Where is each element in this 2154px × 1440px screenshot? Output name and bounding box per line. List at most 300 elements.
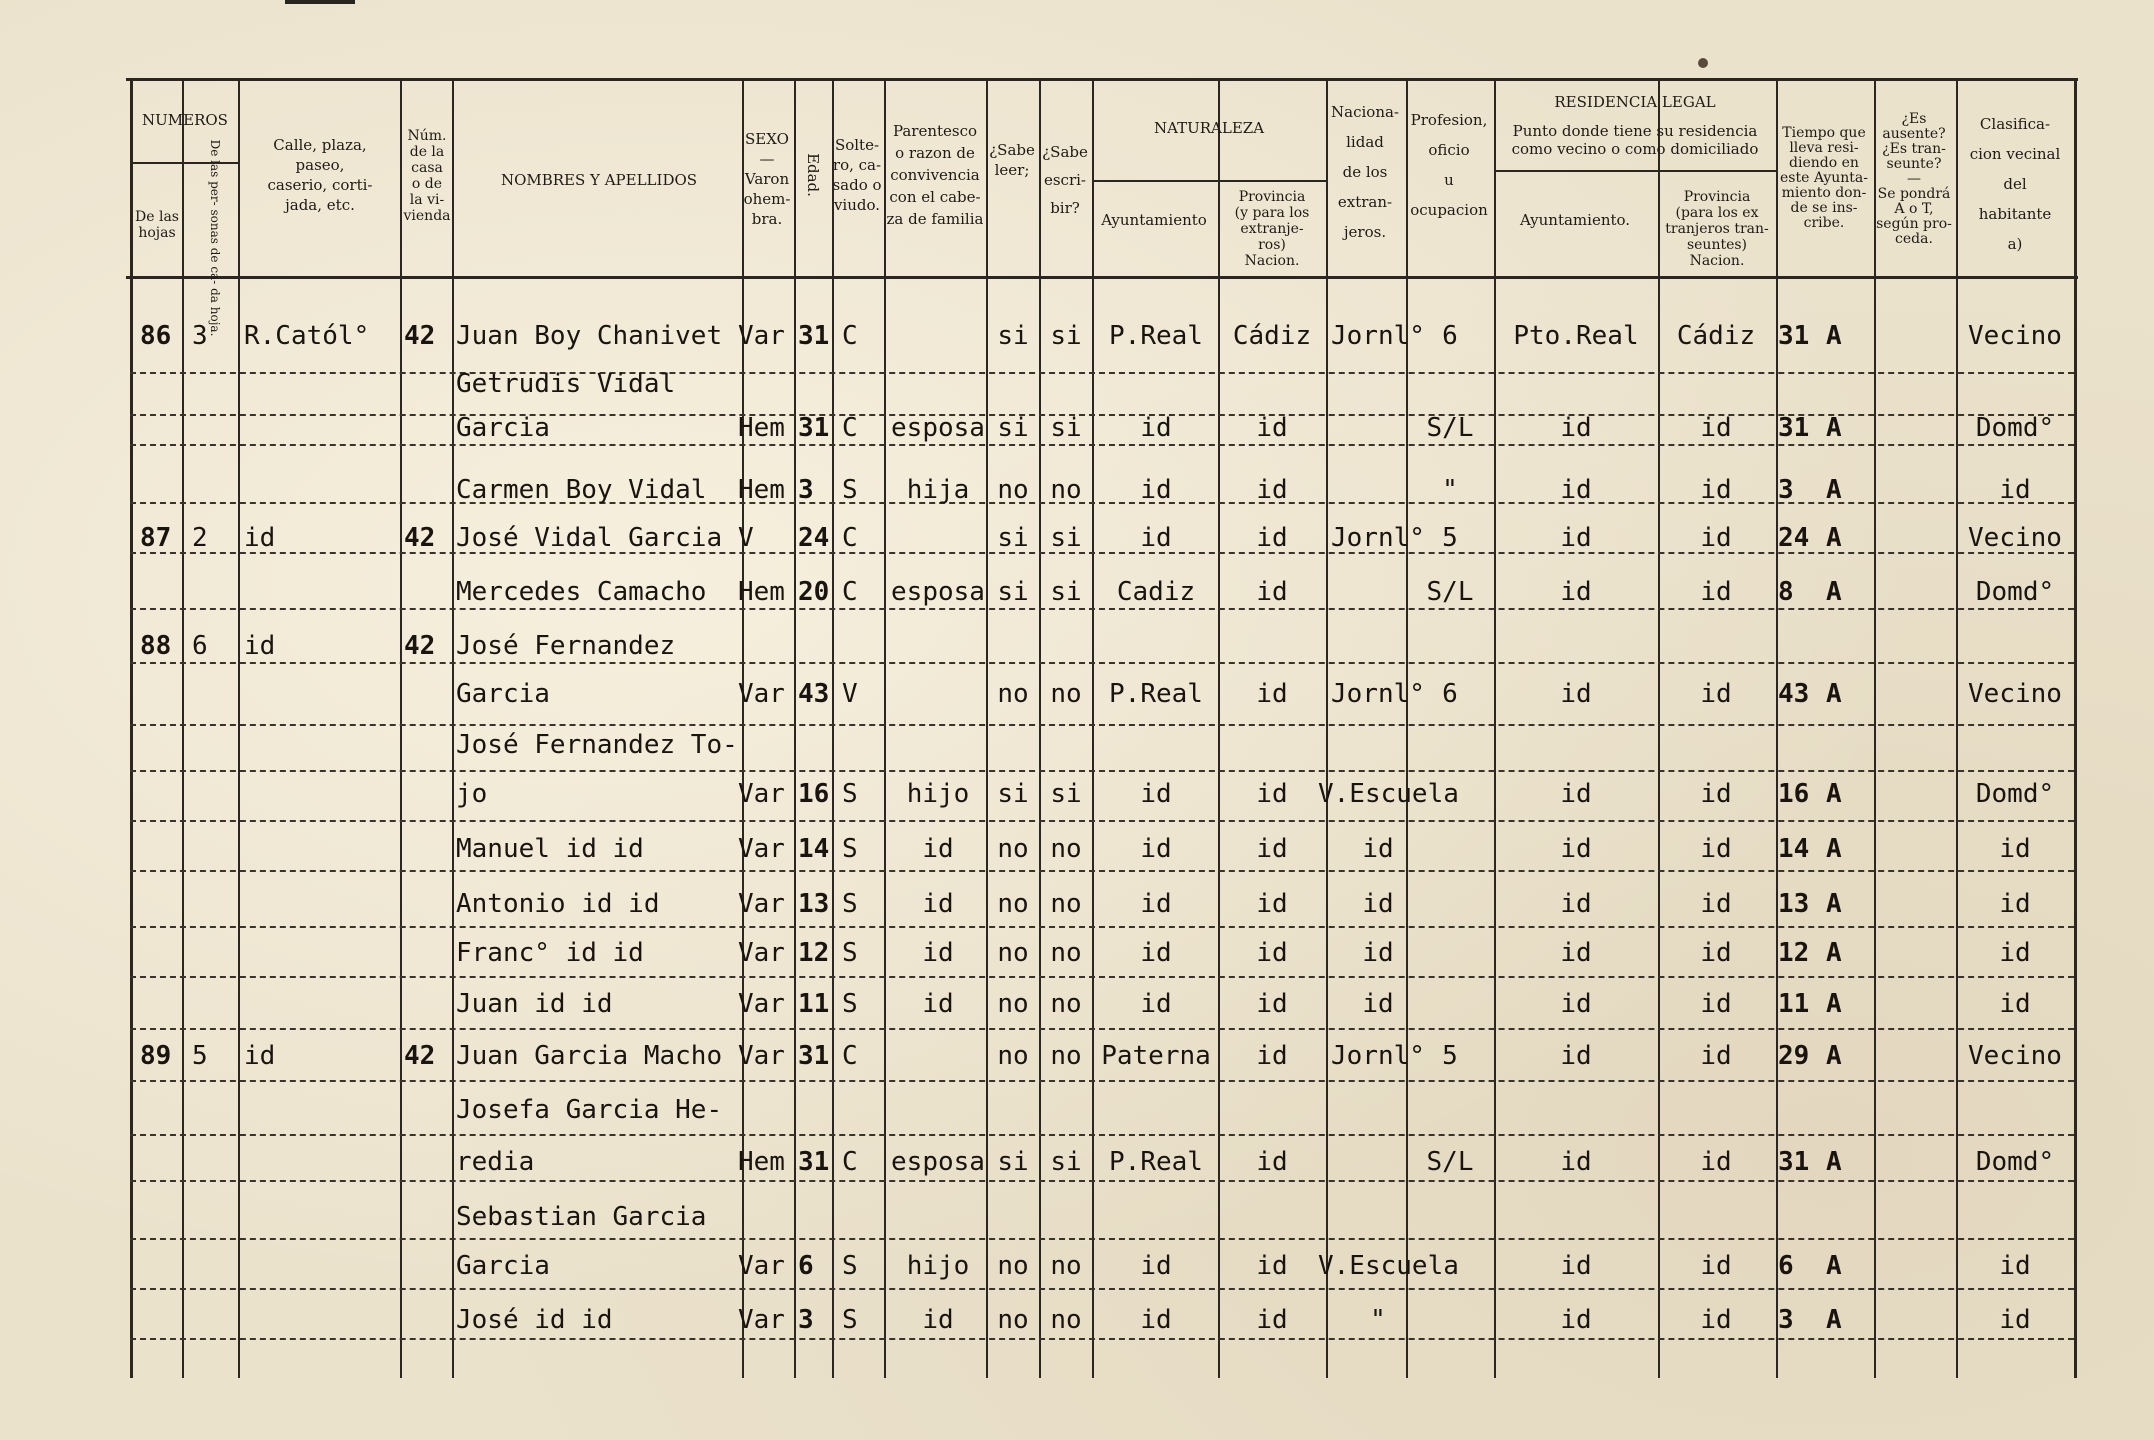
cell-ayto bbox=[1096, 1090, 1216, 1130]
cell-nombre: Carmen Boy Vidal bbox=[456, 475, 707, 505]
cell-casa bbox=[404, 933, 450, 973]
cell-ayto bbox=[1096, 725, 1216, 765]
cell-escr: si bbox=[1050, 413, 1082, 443]
cell-prof: 5 bbox=[1442, 523, 1458, 553]
cell-prov bbox=[1222, 364, 1322, 404]
cell-clas: Domd° bbox=[1975, 1147, 2055, 1177]
cell-prof bbox=[1410, 829, 1490, 869]
cell-parent bbox=[890, 1036, 986, 1076]
cell-prov: id bbox=[1256, 1305, 1288, 1335]
cell-casa: 42 bbox=[404, 631, 436, 661]
cell-ausente: A bbox=[1826, 679, 1842, 709]
cell-ayto bbox=[1096, 626, 1216, 666]
cell-nac: id bbox=[1362, 889, 1394, 919]
cell-ausente bbox=[1826, 1197, 1856, 1237]
cell-pers bbox=[192, 884, 222, 924]
cell-calle bbox=[244, 1197, 394, 1237]
cell-ayto: id bbox=[1140, 834, 1172, 864]
cell-prov: id bbox=[1256, 834, 1288, 864]
header-de-las-personas: De las per- sonas de ca- da hoja. bbox=[208, 139, 222, 337]
cell-parent bbox=[890, 364, 986, 404]
cell-escr: si bbox=[1050, 577, 1082, 607]
cell-hoja bbox=[140, 1142, 180, 1182]
cell-prov-r bbox=[1660, 725, 1772, 765]
cell-clas: Vecino bbox=[1968, 523, 2062, 553]
cell-sexo: Var bbox=[738, 679, 785, 709]
cell-calle bbox=[244, 1090, 394, 1130]
cell-tiempo bbox=[1778, 626, 1818, 666]
cell-calle bbox=[244, 1142, 394, 1182]
cell-prof bbox=[1410, 1300, 1490, 1340]
cell-parent bbox=[890, 1090, 986, 1130]
cell-ayto-r: id bbox=[1560, 475, 1592, 505]
cell-leer bbox=[990, 1197, 1036, 1237]
cell-prov: Cádiz bbox=[1232, 321, 1312, 351]
cell-hoja bbox=[140, 774, 180, 814]
table-side-border bbox=[2074, 78, 2077, 1378]
cell-prov-r: id bbox=[1700, 679, 1732, 709]
cell-prof bbox=[1410, 725, 1490, 765]
cell-edad: 3 bbox=[798, 1305, 814, 1335]
cell-ayto-r: Pto.Real bbox=[1513, 321, 1639, 351]
cell-tiempo: 8 bbox=[1778, 577, 1794, 607]
cell-casa bbox=[404, 884, 450, 924]
cell-hoja bbox=[140, 1090, 180, 1130]
cell-ayto-r bbox=[1496, 725, 1656, 765]
column-rule bbox=[1874, 78, 1876, 1378]
cell-calle bbox=[244, 774, 394, 814]
header-sabe-leer: ¿Sabe leer; bbox=[989, 141, 1035, 179]
cell-clas: Domd° bbox=[1975, 779, 2055, 809]
cell-leer: si bbox=[997, 779, 1029, 809]
cell-escr: no bbox=[1050, 1305, 1082, 1335]
cell-calle bbox=[244, 984, 394, 1024]
cell-edad bbox=[798, 364, 834, 404]
row-rule bbox=[130, 1028, 2074, 1030]
cell-ausente: A bbox=[1826, 523, 1842, 553]
cell-nac: Jornl° bbox=[1331, 1041, 1425, 1071]
cell-calle: id bbox=[244, 523, 276, 553]
cell-leer: si bbox=[997, 523, 1029, 553]
cell-prof bbox=[1410, 1090, 1490, 1130]
cell-estado: C bbox=[842, 413, 858, 443]
cell-pers bbox=[192, 829, 222, 869]
cell-estado: C bbox=[842, 1041, 858, 1071]
cell-prov bbox=[1222, 1090, 1322, 1130]
header-bottom-border bbox=[126, 276, 2078, 279]
cell-nac: Jornl° bbox=[1331, 523, 1425, 553]
header-rule-residencia bbox=[1494, 170, 1776, 172]
column-rule bbox=[400, 78, 402, 1378]
row-rule bbox=[130, 1080, 2074, 1082]
cell-leer bbox=[990, 1090, 1036, 1130]
cell-sexo bbox=[738, 725, 792, 765]
cell-nac: " bbox=[1370, 1305, 1386, 1335]
cell-clas: Vecino bbox=[1968, 1041, 2062, 1071]
cell-clas: Domd° bbox=[1975, 413, 2055, 443]
cell-tiempo bbox=[1778, 1090, 1818, 1130]
header-clasificacion: Clasifica- cion vecinal del habitante a) bbox=[1969, 115, 2061, 253]
cell-hoja bbox=[140, 984, 180, 1024]
cell-tiempo: 43 bbox=[1778, 679, 1810, 709]
cell-tiempo: 31 bbox=[1778, 413, 1810, 443]
cell-estado bbox=[842, 364, 866, 404]
cell-ausente bbox=[1826, 1090, 1856, 1130]
column-rule bbox=[986, 78, 988, 1378]
cell-ayto: P.Real bbox=[1109, 1147, 1203, 1177]
column-rule bbox=[1218, 78, 1220, 1378]
cell-prov: id bbox=[1256, 938, 1288, 968]
cell-ayto-r: id bbox=[1560, 938, 1592, 968]
cell-casa bbox=[404, 1300, 450, 1340]
cell-prov: id bbox=[1256, 475, 1288, 505]
cell-escr bbox=[1042, 1197, 1090, 1237]
cell-estado: C bbox=[842, 1147, 858, 1177]
cell-sexo: Var bbox=[738, 834, 785, 864]
cell-leer: si bbox=[997, 321, 1029, 351]
cell-tiempo bbox=[1778, 1197, 1818, 1237]
cell-parent: id bbox=[922, 938, 954, 968]
cell-escr: no bbox=[1050, 1251, 1082, 1281]
column-rule bbox=[794, 78, 796, 1378]
cell-ayto-r: id bbox=[1560, 1305, 1592, 1335]
cell-ayto-r: id bbox=[1560, 523, 1592, 553]
cell-pers bbox=[192, 1300, 222, 1340]
cell-nac: Jornl° bbox=[1331, 679, 1425, 709]
header-sabe-escribir: ¿Sabe escri- bir? bbox=[1042, 143, 1088, 217]
header-nacionalidad: Naciona- lidad de los extran- jeros. bbox=[1331, 103, 1399, 241]
cell-tiempo bbox=[1778, 725, 1818, 765]
cell-prov: id bbox=[1256, 577, 1288, 607]
cell-estado: S bbox=[842, 475, 858, 505]
cell-hoja bbox=[140, 572, 180, 612]
cell-prof bbox=[1410, 984, 1490, 1024]
cell-ausente: A bbox=[1826, 1251, 1842, 1281]
header-tiempo: Tiempo que lleva resi- diendo en este Ayunta- miento don- de se ins- cribe. bbox=[1779, 124, 1869, 231]
cell-ausente bbox=[1826, 364, 1856, 404]
row-rule bbox=[130, 1288, 2074, 1290]
row-rule bbox=[130, 770, 2074, 772]
cell-pers bbox=[192, 1090, 222, 1130]
cell-edad: 31 bbox=[798, 413, 830, 443]
cell-leer: no bbox=[997, 475, 1029, 505]
cell-casa bbox=[404, 408, 450, 448]
cell-casa bbox=[404, 674, 450, 714]
cell-parent: esposa bbox=[891, 1147, 985, 1177]
cell-escr: si bbox=[1050, 321, 1082, 351]
cell-prof bbox=[1410, 626, 1490, 666]
cell-hoja: 86 bbox=[140, 321, 172, 351]
cell-edad: 31 bbox=[798, 1147, 830, 1177]
header-sexo: SEXO — Varon ohem- bra. bbox=[743, 130, 791, 228]
cell-ausente bbox=[1826, 725, 1856, 765]
cell-ayto-r: id bbox=[1560, 989, 1592, 1019]
cell-ayto-r: id bbox=[1560, 779, 1592, 809]
cell-ayto bbox=[1096, 1197, 1216, 1237]
cell-nac: Jornl° bbox=[1331, 321, 1425, 351]
cell-prof: S/L bbox=[1426, 413, 1474, 443]
cell-prof bbox=[1410, 1197, 1490, 1237]
cell-sexo: Var bbox=[738, 1251, 785, 1281]
cell-hoja bbox=[140, 1197, 180, 1237]
cell-casa bbox=[404, 572, 450, 612]
cell-edad: 13 bbox=[798, 889, 830, 919]
cell-sexo: Var bbox=[738, 989, 785, 1019]
cell-sexo: Hem bbox=[738, 1147, 785, 1177]
cell-casa bbox=[404, 1197, 450, 1237]
cell-escr bbox=[1042, 364, 1090, 404]
cell-prof: " bbox=[1442, 475, 1458, 505]
cell-clas: id bbox=[1999, 1251, 2031, 1281]
cell-prov: id bbox=[1256, 413, 1288, 443]
cell-hoja bbox=[140, 674, 180, 714]
cell-prof: 6 bbox=[1442, 321, 1458, 351]
cell-sexo bbox=[738, 1197, 792, 1237]
cell-estado: S bbox=[842, 834, 858, 864]
cell-hoja bbox=[140, 884, 180, 924]
cell-prov: id bbox=[1256, 889, 1288, 919]
cell-clas: id bbox=[1999, 889, 2031, 919]
cell-nac: id bbox=[1362, 938, 1394, 968]
cell-escr: si bbox=[1050, 1147, 1082, 1177]
cell-prov-r bbox=[1660, 1090, 1772, 1130]
cell-edad: 43 bbox=[798, 679, 830, 709]
cell-prof: S/L bbox=[1426, 577, 1474, 607]
cell-ayto-r: id bbox=[1560, 1251, 1592, 1281]
column-rule bbox=[884, 78, 886, 1378]
header-soltero: Solte- ro, ca- sado o viudo. bbox=[832, 136, 882, 214]
cell-estado: S bbox=[842, 989, 858, 1019]
cell-ausente: A bbox=[1826, 321, 1842, 351]
cell-ausente: A bbox=[1826, 834, 1842, 864]
cell-prov: id bbox=[1256, 989, 1288, 1019]
cell-tiempo: 24 bbox=[1778, 523, 1810, 553]
cell-nombre: Mercedes Camacho bbox=[456, 577, 707, 607]
cell-tiempo: 3 bbox=[1778, 1305, 1794, 1335]
cell-prov-r: id bbox=[1700, 1251, 1732, 1281]
cell-calle bbox=[244, 725, 394, 765]
cell-escr: no bbox=[1050, 475, 1082, 505]
cell-ayto-r bbox=[1496, 364, 1656, 404]
cell-nombre: Getrudis Vidal bbox=[456, 369, 676, 399]
cell-parent: hijo bbox=[906, 1251, 970, 1281]
cell-ayto-r: id bbox=[1560, 1041, 1592, 1071]
header-ausente: ¿Es ausente? ¿Es tran- seunte? — Se pondrá A o T, según pro- ceda. bbox=[1876, 110, 1952, 247]
cell-ayto-r: id bbox=[1560, 679, 1592, 709]
cell-edad bbox=[798, 626, 834, 666]
cell-estado: S bbox=[842, 1305, 858, 1335]
cell-leer: no bbox=[997, 834, 1029, 864]
cell-estado: C bbox=[842, 523, 858, 553]
cell-nombre: Juan Boy Chanivet bbox=[456, 321, 723, 351]
cell-clas bbox=[1956, 725, 2074, 765]
cell-nombre: José Fernandez bbox=[456, 631, 676, 661]
row-rule bbox=[130, 976, 2074, 978]
cell-hoja bbox=[140, 933, 180, 973]
cell-escr: no bbox=[1050, 989, 1082, 1019]
cell-calle bbox=[244, 572, 394, 612]
header-provincia-residencia: Provincia (para los ex tranjeros tran- seuntes) Nacion. bbox=[1665, 189, 1769, 269]
cell-sexo: Hem bbox=[738, 413, 785, 443]
cell-calle bbox=[244, 829, 394, 869]
cell-leer: si bbox=[997, 577, 1029, 607]
cell-ayto-r: id bbox=[1560, 834, 1592, 864]
cell-nombre: Franc° id id bbox=[456, 938, 644, 968]
cell-clas: Vecino bbox=[1968, 679, 2062, 709]
cell-estado: C bbox=[842, 577, 858, 607]
cell-calle: id bbox=[244, 1041, 276, 1071]
cell-prof bbox=[1410, 364, 1490, 404]
cell-casa bbox=[404, 984, 450, 1024]
cell-nac: V.Escuela bbox=[1318, 1251, 1459, 1281]
cell-ausente: A bbox=[1826, 779, 1842, 809]
row-rule bbox=[130, 820, 2074, 822]
cell-prov-r bbox=[1660, 364, 1772, 404]
cell-calle bbox=[244, 933, 394, 973]
header-edad: Edad. bbox=[804, 153, 822, 197]
cell-leer: no bbox=[997, 938, 1029, 968]
cell-ausente: A bbox=[1826, 1041, 1842, 1071]
cell-edad: 31 bbox=[798, 1041, 830, 1071]
cell-prof: S/L bbox=[1426, 1147, 1474, 1177]
cell-sexo: Var bbox=[738, 321, 785, 351]
cell-sexo: Var bbox=[738, 779, 785, 809]
cell-estado: V bbox=[842, 679, 858, 709]
cell-parent: id bbox=[922, 889, 954, 919]
header-de-las-hojas: De las hojas bbox=[135, 209, 179, 241]
cell-casa: 42 bbox=[404, 321, 436, 351]
cell-nombre: Josefa Garcia He- bbox=[456, 1095, 723, 1125]
cell-escr bbox=[1042, 626, 1090, 666]
cell-pers bbox=[192, 1197, 222, 1237]
table-top-border bbox=[126, 78, 2078, 81]
cell-ayto: id bbox=[1140, 938, 1172, 968]
cell-parent: id bbox=[922, 989, 954, 1019]
cell-prov-r: id bbox=[1700, 475, 1732, 505]
cell-prov: id bbox=[1256, 679, 1288, 709]
cell-estado bbox=[842, 1197, 866, 1237]
cell-edad: 12 bbox=[798, 938, 830, 968]
cell-parent: esposa bbox=[891, 577, 985, 607]
cell-hoja bbox=[140, 725, 180, 765]
cell-nombre: Garcia bbox=[456, 1251, 550, 1281]
header-naturaleza: NATURALEZA bbox=[1153, 119, 1265, 137]
cell-escr: no bbox=[1050, 834, 1082, 864]
cell-prov-r: id bbox=[1700, 577, 1732, 607]
cell-escr: no bbox=[1050, 889, 1082, 919]
cell-hoja: 87 bbox=[140, 523, 172, 553]
cell-ausente: A bbox=[1826, 1147, 1842, 1177]
cell-prov-r: id bbox=[1700, 523, 1732, 553]
cell-edad: 16 bbox=[798, 779, 830, 809]
cell-casa: 42 bbox=[404, 523, 436, 553]
cell-prov-r: id bbox=[1700, 1147, 1732, 1177]
cell-clas: Domd° bbox=[1975, 577, 2055, 607]
cell-calle bbox=[244, 364, 394, 404]
row-rule bbox=[130, 870, 2074, 872]
cell-pers bbox=[192, 1246, 222, 1286]
cell-prov-r: id bbox=[1700, 1305, 1732, 1335]
cell-parent bbox=[890, 626, 986, 666]
cell-escr bbox=[1042, 725, 1090, 765]
cell-tiempo: 16 bbox=[1778, 779, 1810, 809]
cell-prov-r bbox=[1660, 626, 1772, 666]
cell-prov-r: id bbox=[1700, 779, 1732, 809]
cell-ayto: id bbox=[1140, 413, 1172, 443]
cell-prof bbox=[1410, 1246, 1490, 1286]
cell-clas: id bbox=[1999, 1305, 2031, 1335]
cell-casa bbox=[404, 470, 450, 510]
cell-ayto: id bbox=[1140, 1305, 1172, 1335]
row-rule bbox=[130, 1238, 2074, 1240]
cell-nac: id bbox=[1362, 989, 1394, 1019]
cell-tiempo: 11 bbox=[1778, 989, 1810, 1019]
cell-prov-r: id bbox=[1700, 834, 1732, 864]
cell-calle bbox=[244, 674, 394, 714]
cell-nombre: Antonio id id bbox=[456, 889, 660, 919]
cell-calle: id bbox=[244, 631, 276, 661]
cell-leer: si bbox=[997, 1147, 1029, 1177]
cell-hoja bbox=[140, 1300, 180, 1340]
cell-pers bbox=[192, 674, 222, 714]
cell-prov-r bbox=[1660, 1197, 1772, 1237]
cell-leer bbox=[990, 725, 1036, 765]
cell-prov bbox=[1222, 725, 1322, 765]
cell-calle: R.Catól° bbox=[244, 321, 370, 351]
cell-ayto: id bbox=[1140, 523, 1172, 553]
cell-leer bbox=[990, 364, 1036, 404]
cell-parent: id bbox=[922, 834, 954, 864]
header-ayuntamiento-residencia: Ayuntamiento. bbox=[1519, 211, 1631, 229]
cell-calle bbox=[244, 1246, 394, 1286]
cell-tiempo: 13 bbox=[1778, 889, 1810, 919]
cell-casa bbox=[404, 829, 450, 869]
header-ayuntamiento: Ayuntamiento bbox=[1101, 211, 1207, 229]
header-profesion: Profesion, oficio u ocupacion bbox=[1410, 111, 1488, 219]
cell-escr: no bbox=[1050, 1041, 1082, 1071]
table-side-border bbox=[130, 78, 133, 1378]
cell-sexo bbox=[738, 364, 792, 404]
cell-ayto: Cadiz bbox=[1116, 577, 1196, 607]
cell-ausente: A bbox=[1826, 413, 1842, 443]
cell-clas: id bbox=[1999, 989, 2031, 1019]
cell-estado: S bbox=[842, 1251, 858, 1281]
cell-ayto bbox=[1096, 364, 1216, 404]
cell-edad bbox=[798, 725, 834, 765]
cell-pers: 3 bbox=[192, 321, 208, 351]
cell-hoja bbox=[140, 364, 180, 404]
cell-prof: 5 bbox=[1442, 1041, 1458, 1071]
cell-calle bbox=[244, 470, 394, 510]
cell-sexo: Var bbox=[738, 1305, 785, 1335]
cell-sexo: Var bbox=[738, 1041, 785, 1071]
cell-hoja bbox=[140, 470, 180, 510]
cell-pers bbox=[192, 364, 222, 404]
header-num-casa: Núm. de la casa o de la vi- vienda bbox=[403, 128, 451, 224]
cell-leer: no bbox=[997, 1305, 1029, 1335]
cell-ayto: id bbox=[1140, 779, 1172, 809]
cell-estado bbox=[842, 1090, 866, 1130]
cell-parent bbox=[890, 725, 986, 765]
cell-nombre: Manuel id id bbox=[456, 834, 644, 864]
cell-edad: 6 bbox=[798, 1251, 814, 1281]
cell-ayto-r: id bbox=[1560, 1147, 1592, 1177]
cell-sexo: Hem bbox=[738, 577, 785, 607]
cell-nombre: José id id bbox=[456, 1305, 613, 1335]
cell-ausente: A bbox=[1826, 475, 1842, 505]
cell-leer: no bbox=[997, 889, 1029, 919]
cell-estado: C bbox=[842, 321, 858, 351]
